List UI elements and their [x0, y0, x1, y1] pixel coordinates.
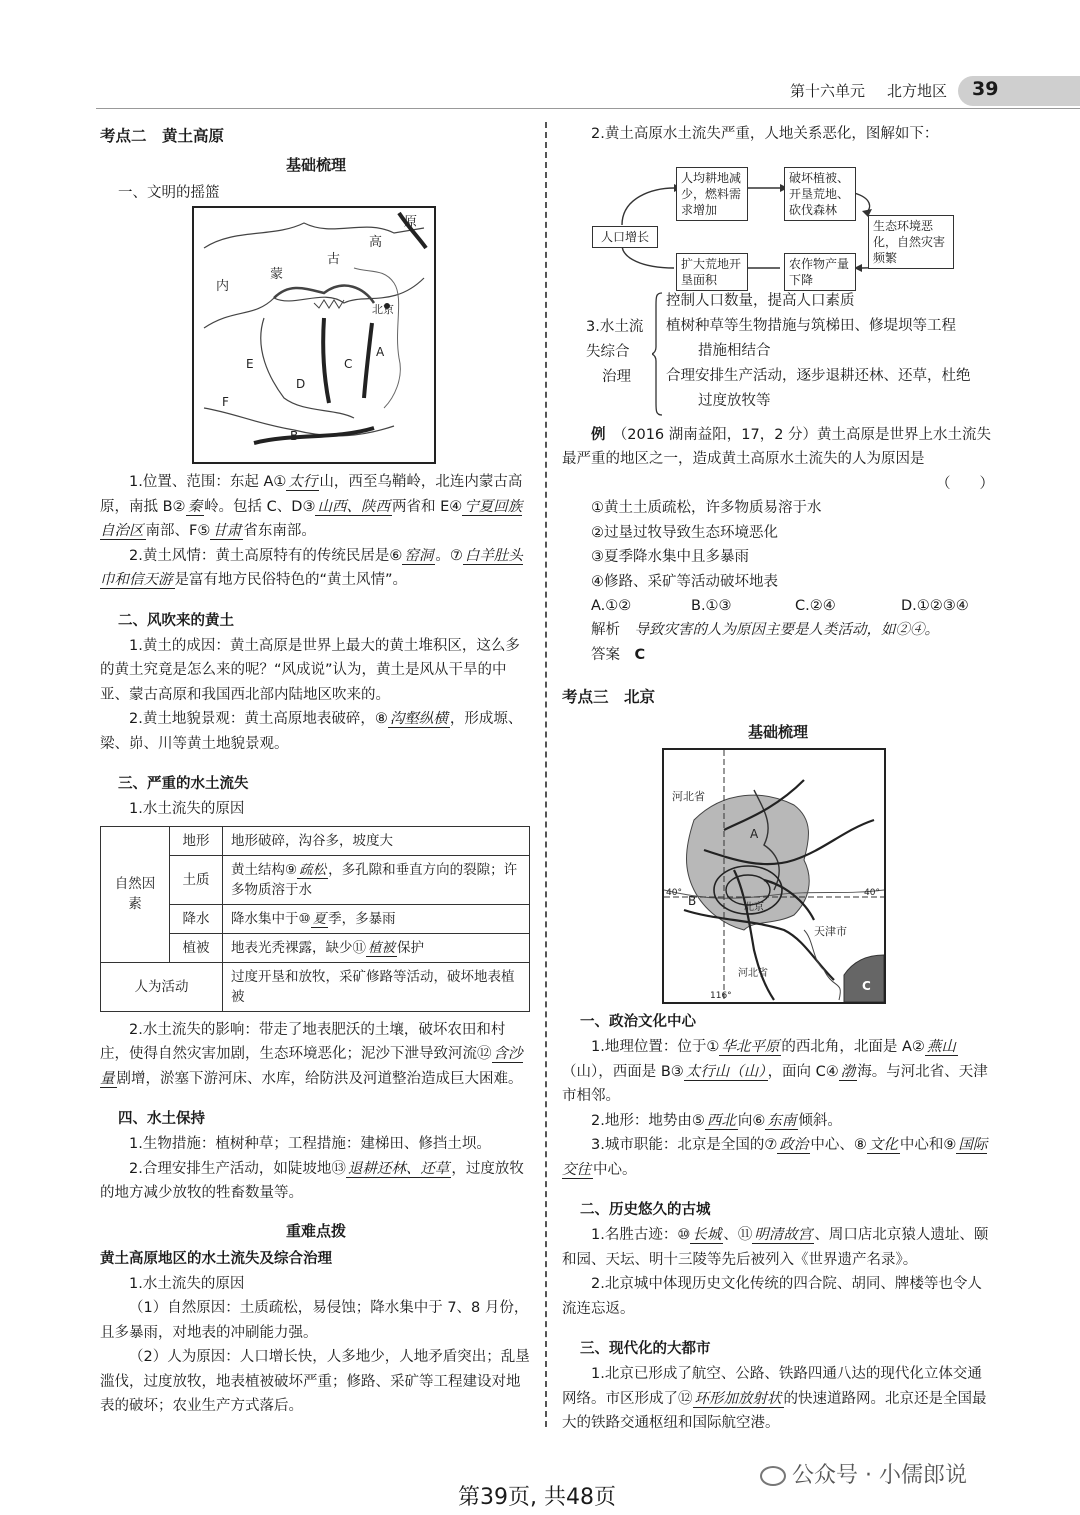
- option: ④修路、采矿等活动破坏地表: [591, 573, 778, 590]
- cause-table: [100, 826, 530, 1012]
- section-title: 二、历史悠久的古城: [580, 1202, 711, 1218]
- beijing-function-paragraph: 3.城市职能：北京是全国的⑦ 政治 中心、⑧ 文化 中心和⑨ 国际交往 中心。: [562, 1137, 988, 1178]
- map2-label-hebei-north: 河北省: [672, 790, 705, 803]
- wechat-icon: [760, 1466, 786, 1486]
- box-expand-cultivation: 扩大荒地开垦面积: [676, 253, 748, 291]
- box-population-growth: 人口增长: [592, 226, 658, 248]
- map2-label-lat-right: 40°: [864, 888, 880, 898]
- box-yield-decline: 农作物产量下降: [784, 253, 856, 291]
- measures-label: 3.水土流 失综合 治理: [586, 318, 644, 385]
- loess-plateau-map: [192, 206, 436, 464]
- table-value: 地形破碎，沟谷多，坡度大: [223, 826, 530, 855]
- table-value: 地表光秃裸露，缺少⑪ 植被 保护: [223, 933, 530, 962]
- map1-label-nei: 内: [216, 279, 230, 294]
- map1-label-yuan: 原: [404, 215, 418, 230]
- option: ②过垦过牧导致生态环境恶化: [591, 524, 778, 541]
- map2-label-tianjin: 天津市: [814, 925, 847, 938]
- option: ③夏季降水集中且多暴雨: [591, 549, 749, 565]
- section-title: 二、风吹来的黄土: [118, 612, 234, 629]
- answer-paren: （ ）: [936, 475, 994, 492]
- section-title: 一、文明的摇篮: [118, 185, 220, 201]
- map1-label-a: A: [376, 345, 385, 359]
- beijing-terrain-paragraph: 2.地形：地势由⑤ 西北 向⑥ 东南 倾斜。: [591, 1112, 842, 1129]
- map1-label-gao: 高: [369, 235, 383, 250]
- choices-row: [591, 594, 994, 618]
- table-key: 降水: [170, 904, 223, 933]
- key-heading: 重难点拨: [285, 1221, 346, 1240]
- page-number: 39: [972, 78, 999, 100]
- map2-label-lat-left: 40°: [666, 888, 682, 898]
- landform-paragraph: 2.黄土地貌景观：黄土高原地表破碎，⑧ 沟壑纵横 ，形成塬、梁、峁、川等黄土地貌景观。: [100, 711, 523, 752]
- map1-label-d: D: [296, 377, 306, 391]
- basic-heading: 基础梳理: [285, 156, 346, 174]
- key-subtitle: 黄土高原地区的水土流失及综合治理: [100, 1250, 332, 1267]
- map2-label-beijing: 北京: [744, 902, 764, 913]
- folk-paragraph: 2.黄土风情：黄土高原特有的传统民居是⑥ 窑洞 。⑦ 白羊肚头巾和信天游 是富有地方民俗特色的“黄土风情”。: [100, 547, 523, 588]
- box-eco-deterioration: 生态环境恶化，自然灾害频繁: [868, 215, 954, 269]
- culture-paragraph: 2.北京城中体现历史文化传统的四合院、胡同、牌楼等也令人流连忘返。: [562, 1276, 982, 1317]
- example-paragraph: 例 （2016 湖南益阳，17，2 分）黄土高原是世界上水土流失最严重的地区之一，造成黄土高原水土流失的人为原因是: [562, 426, 992, 467]
- map1-label-c: C: [344, 357, 353, 371]
- box-farmland-decrease: 人均耕地减少，燃料需求增加: [676, 167, 748, 221]
- measures-list: 控制人口数量，提高人口素质 植树种草等生物措施与筑梯田、修堤坝等工程 措施相结合 合理安排生产活动，逐步退耕还林、还草，杜绝 过度放牧等: [666, 292, 971, 409]
- human-factor-cell: 人为活动: [101, 962, 223, 1011]
- basic-heading: 基础梳理: [747, 723, 808, 741]
- conservation-paragraph: 2.合理安排生产活动，如陡坡地⑬ 退耕还林、还草 ，过度放牧的地方减少放牧的牲畜数量等。: [100, 1160, 524, 1201]
- conservation-paragraph: 1.生物措施：植树种草；工程措施：建梯田、修挡土坝。: [129, 1136, 491, 1152]
- key-paragraph: 1.水土流失的原因: [129, 1275, 245, 1292]
- table-key: 土质: [170, 855, 223, 904]
- section-title: 三、严重的水土流失: [118, 776, 249, 792]
- measures-block: [562, 289, 994, 419]
- map2-label-c: C: [862, 979, 871, 993]
- kaodian-heading: 考点二 黄土高原: [100, 127, 225, 145]
- section-title: 四、水土保持: [118, 1111, 205, 1127]
- key-paragraph: （1）自然原因：土质疏松，易侵蚀；降水集中于 7、8 月份，且多暴雨，对地表的冲刷能力强。: [100, 1300, 529, 1341]
- cause-subtitle: 1.水土流失的原因: [129, 801, 245, 817]
- key-paragraph: （2）人为原因：人口增长快，人多地少，人地矛盾突出；乱垦滥伐，过度放牧，地表植被破坏严重；修路、采矿等工程建设对地表的破坏；农业生产方式落后。: [100, 1349, 530, 1414]
- loess-origin-paragraph: 1.黄土的成因：黄土高原是世界上最大的黄土堆积区，这么多的黄土究竟是怎么来的呢？“风成说”认为，黄土是风从干旱的中亚、蒙古高原和我国西北部内陆地区吹来的。: [100, 637, 520, 703]
- choice-d: D.①②③④: [901, 598, 969, 614]
- transport-paragraph: 1.北京已形成了航空、公路、铁路四通八达的现代化立体交通网络。市区形成了⑫ 环形加放射状 的快速道路网。北京还是全国最大的铁路交通枢纽和国际航空港。: [562, 1366, 987, 1431]
- map2-label-b: B: [688, 894, 697, 908]
- column-divider: [545, 122, 547, 1427]
- brace-icon: [652, 291, 664, 417]
- position-paragraph: 1.位置、范围：东起 A① 太行 山，西至乌鞘岭，北连内蒙古高原，南抵 B② 秦 岭。包括 C、D③ 山西、陕西 两省和 E④ 宁夏回族自治区 南部、F⑤ 甘肃 省东南部。: [100, 474, 523, 539]
- header-region: 北方地区: [887, 82, 948, 100]
- page-info: 第39页, 共48页: [458, 1485, 616, 1510]
- diagram-intro: 2.黄土高原水土流失严重，人地关系恶化，图解如下：: [591, 126, 939, 142]
- answer-paragraph: 答案 C: [591, 646, 646, 663]
- cause-effect-diagram: [562, 153, 994, 287]
- map1-label-e: E: [246, 357, 254, 371]
- option: ①黄土土质疏松，许多物质易溶于水: [591, 500, 822, 516]
- table-key: 地形: [170, 826, 223, 855]
- impact-paragraph: 2.水土流失的影响：带走了地表肥沃的土壤，破坏农田和村庄，使得自然灾害加剧，生态环境恶化；泥沙下泄导致河流⑫ 含沙量 剧增，淤塞下游河床、水库，给防洪及河道整治造成巨大困难。: [100, 1021, 523, 1087]
- map1-label-beijing: 北京: [372, 303, 394, 316]
- loess-plateau-map-drawing: [194, 208, 434, 462]
- choice-a: A.①②: [591, 598, 632, 614]
- choice-b: B.①③: [691, 598, 732, 614]
- table-value: 黄土结构⑨ 疏松 ，多孔隙和垂直方向的裂隙；许多物质溶于水: [223, 855, 530, 904]
- choice-c: C.②④: [795, 598, 836, 614]
- table-value: 过度开垦和放牧，采矿修路等活动，破坏地表植被: [223, 962, 530, 1011]
- map1-label-b: B: [290, 429, 299, 443]
- section-title: 三、现代化的大都市: [580, 1341, 711, 1357]
- beijing-map-drawing: [664, 750, 884, 1002]
- watermark: 公众号 · 小儒郎说: [760, 1458, 967, 1489]
- table-key: 植被: [170, 933, 223, 962]
- left-column: [100, 118, 532, 1419]
- natural-factor-cell: 自然因素: [101, 826, 170, 962]
- kaodian-heading: 考点三 北京: [562, 688, 656, 706]
- map2-label-a: A: [750, 827, 759, 841]
- beijing-map: [662, 748, 886, 1004]
- heritage-paragraph: 1.名胜古迹：⑩ 长城 、⑪ 明清故宫 、周口店北京猿人遗址、颐和园、天坛、明十三陵等先后被列入《世界遗产名录》。: [562, 1227, 989, 1268]
- analysis-paragraph: 解析 导致灾害的人为原因主要是人类活动，如②④。: [591, 622, 939, 638]
- beijing-location-paragraph: 1.地理位置：位于① 华北平原 的西北角，北面是 A② 燕山（山），西面是 B③ 太行山（山） ，面向 C④ 渤 海。与河北省、天津市相邻。: [562, 1039, 988, 1104]
- right-column: [562, 118, 994, 1436]
- section-title: 一、政治文化中心: [580, 1014, 696, 1030]
- map1-label-f: F: [222, 395, 229, 409]
- map1-label-meng: 蒙: [270, 267, 284, 282]
- table-value: 降水集中于⑩ 夏 季，多暴雨: [223, 904, 530, 933]
- map1-label-gu: 古: [327, 252, 341, 267]
- header-rule: [96, 108, 1080, 109]
- header-unit: 第十六单元: [790, 82, 866, 100]
- map2-label-hebei-south: 河北省: [738, 968, 768, 979]
- map2-label-lon: 116°: [710, 991, 732, 1001]
- box-vegetation-damage: 破坏植被、开垦荒地、砍伐森林: [784, 167, 856, 221]
